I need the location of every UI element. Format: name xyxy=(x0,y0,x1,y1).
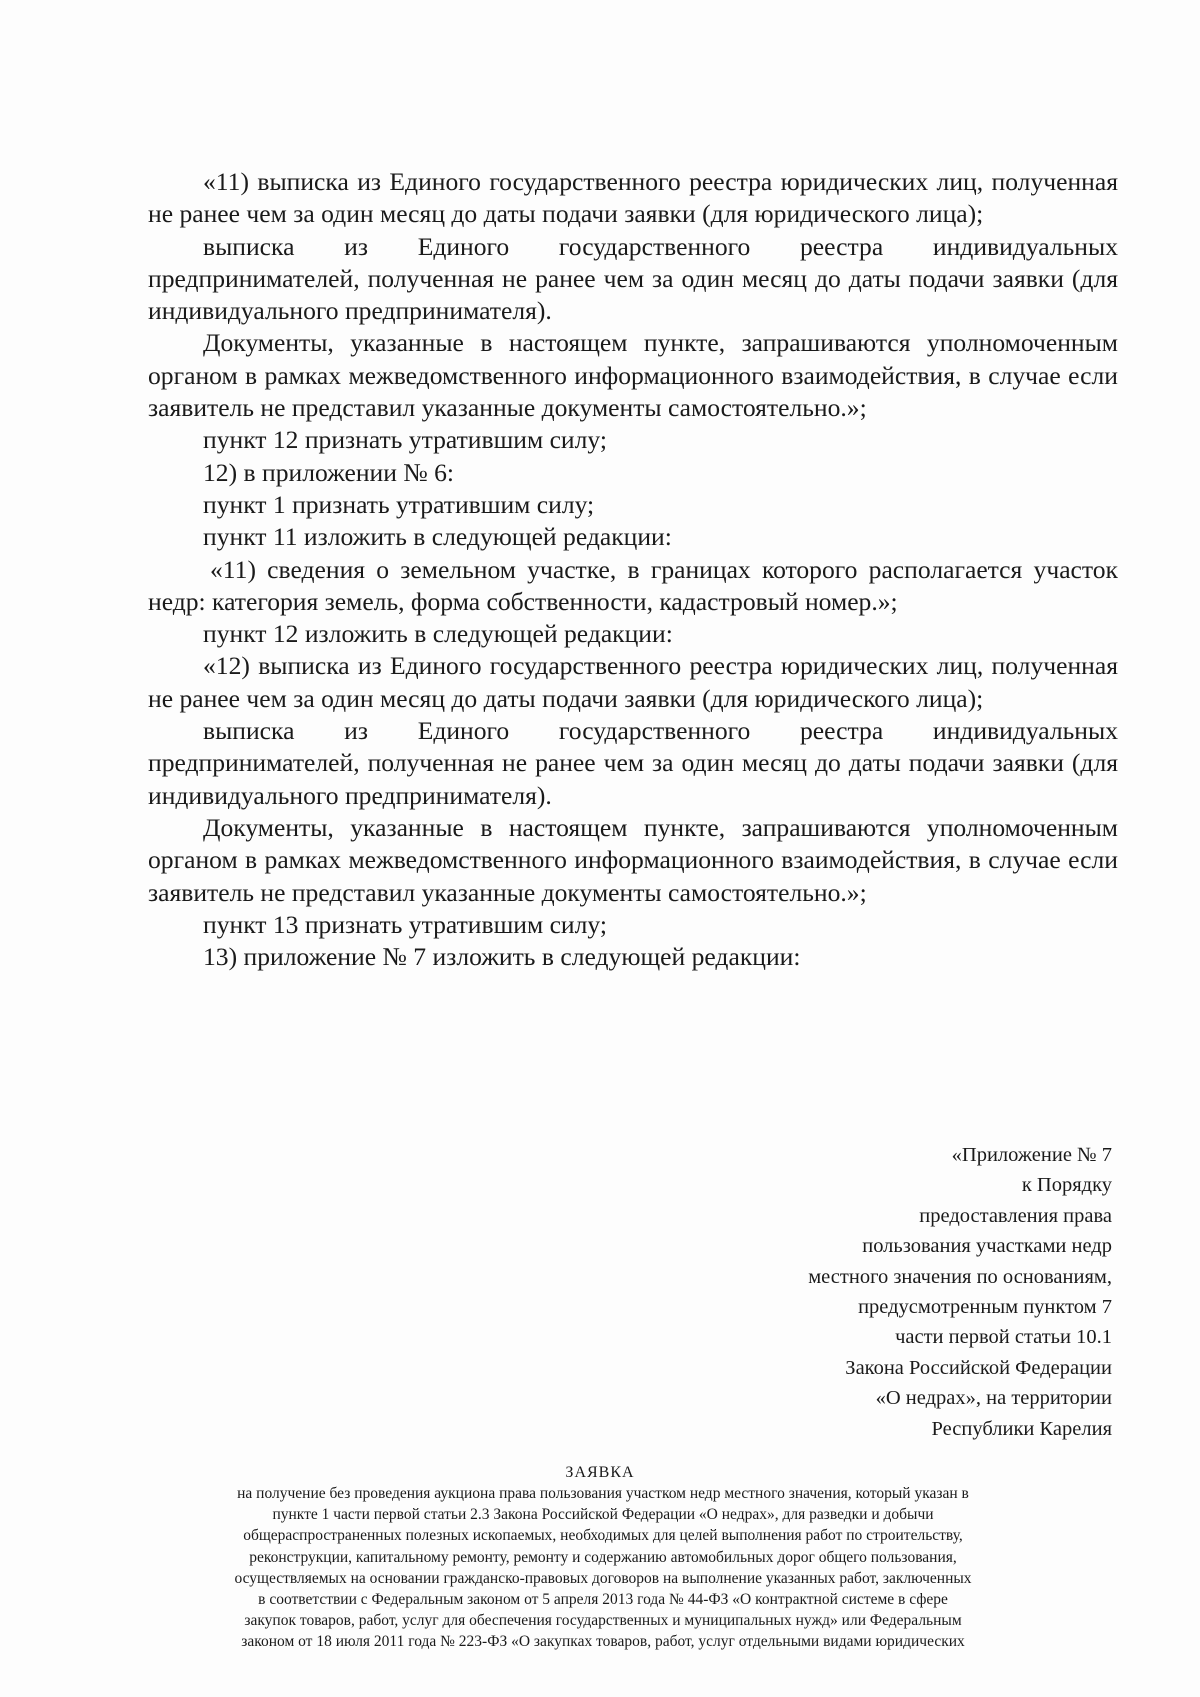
application-description xyxy=(142,1483,1064,1653)
appendix-reference xyxy=(692,1140,1112,1444)
appendix-line: предусмотренным пунктом 7 xyxy=(858,1296,1112,1319)
paragraph-documents-request: Документы, указанные в настоящем пункте, запрашиваются уполномоченным органом в рамках межведомственного информационного взаимодействия, в случае если заявитель не представил указанные документы самостоятельно.»; xyxy=(148,328,1118,423)
application-line: закупок товаров, работ, услуг для обеспечения государственных и муниципальных нужд» или Федеральным xyxy=(244,1612,962,1630)
paragraph-item-12-egrul: «12) выписка из Единого государственного реестра юридических лиц, полученная не ранее чем за один месяц до даты подачи заявки (для юридического лица); xyxy=(148,651,1118,713)
appendix-line: к Порядку xyxy=(1021,1174,1112,1197)
paragraph-documents-request-2: Документы, указанные в настоящем пункте, запрашиваются уполномоченным органом в рамках межведомственного информационного взаимодействия, в случае если заявитель не представил указанные документы самостоятельно.»; xyxy=(148,812,1118,907)
application-line: в соответствии с Федеральным законом от 5 апреля 2013 года № 44-ФЗ «О контрактной системе в сфере xyxy=(258,1591,948,1609)
appendix-line: пользования участками недр xyxy=(862,1235,1112,1258)
appendix-line: «О недрах», на территории xyxy=(875,1387,1112,1410)
paragraph-item-11-egrul: «11) выписка из Единого государственного реестра юридических лиц, полученная не ранее чем за один месяц до даты подачи заявки (для юридического лица); xyxy=(148,167,1118,229)
application-line: на получение без проведения аукциона права пользования участком недр местного значения, который указан в xyxy=(237,1485,969,1502)
application-title: ЗАЯВКА xyxy=(565,1464,635,1481)
appendix-line: «Приложение № 7 xyxy=(951,1144,1112,1166)
application-line: пункте 1 части первой статьи 2.3 Закона Российской Федерации «О недрах», для разведки и добычи xyxy=(272,1506,934,1524)
paragraph-egrip-extract-2: выписка из Единого государственного реестра индивидуальных предпринимателей, полученная не ранее чем за один месяц до даты подачи заявки (для индивидуального предпринимателя). xyxy=(148,716,1118,810)
appendix-line: части первой статьи 10.1 xyxy=(895,1326,1112,1349)
paragraph-item-11-edit: пункт 11 изложить в следующей редакции: xyxy=(203,522,672,552)
paragraph-item-12-void: пункт 12 признать утратившим силу; xyxy=(203,425,607,455)
paragraph-appendix-7: 13) приложение № 7 изложить в следующей редакции: xyxy=(203,942,801,972)
application-line: законом от 18 июля 2011 года № 223-ФЗ «О закупках товаров, работ, услуг отдельными видами юридических xyxy=(241,1633,965,1651)
appendix-line: предоставления права xyxy=(919,1204,1112,1227)
paragraph-item-1-void: пункт 1 признать утратившим силу; xyxy=(203,489,595,519)
paragraph-land-plot-info: «11) сведения о земельном участке, в границах которого располагается участок недр: категория земель, форма собственности, кадастровый номер.»; xyxy=(148,554,1118,616)
paragraph-item-12-edit: пункт 12 изложить в следующей редакции: xyxy=(203,619,673,649)
paragraph-appendix-6: 12) в приложении № 6: xyxy=(203,457,455,487)
appendix-line: местного значения по основаниям, xyxy=(808,1265,1112,1288)
appendix-line: Закона Российской Федерации xyxy=(845,1356,1112,1379)
paragraph-item-13-void: пункт 13 признать утратившим силу; xyxy=(203,909,607,939)
body-text xyxy=(148,166,1118,973)
paragraph-egrip-extract: выписка из Единого государственного реестра индивидуальных предпринимателей, полученная не ранее чем за один месяц до даты подачи заявки (для индивидуального предпринимателя). xyxy=(148,231,1118,326)
appendix-line: Республики Карелия xyxy=(931,1417,1112,1440)
application-line: реконструкции, капитальному ремонту, ремонту и содержанию автомобильных дорог общего пользования, xyxy=(249,1548,957,1566)
application-line: общераспространенных полезных ископаемых, необходимых для целей выполнения работ по строительству, xyxy=(243,1527,963,1545)
application-line: осуществляемых на основании гражданско-правовых договоров на выполнение указанных работ, заключенных xyxy=(234,1569,972,1587)
